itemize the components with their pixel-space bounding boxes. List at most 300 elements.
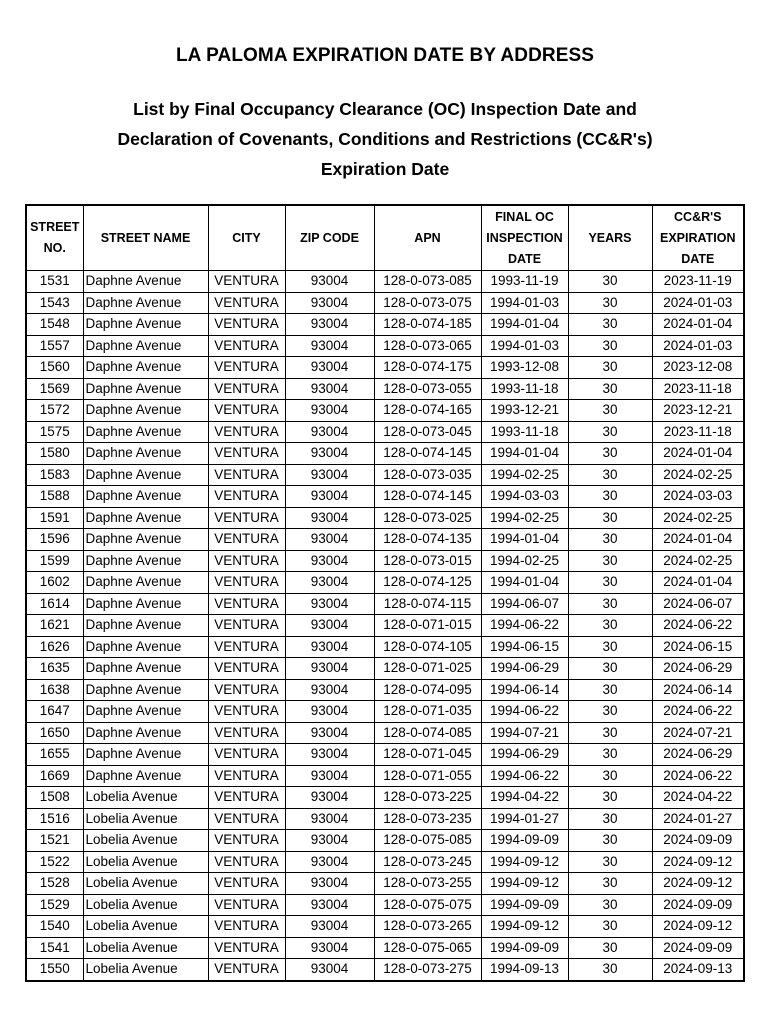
zip-code-cell: 93004 (285, 550, 374, 572)
apn-cell: 128-0-074-085 (374, 722, 481, 744)
expiration-date-cell: 2024-02-25 (652, 464, 744, 486)
zip-code-cell: 93004 (285, 464, 374, 486)
city-cell: VENTURA (208, 378, 285, 400)
street-name-cell: Lobelia Avenue (83, 873, 208, 895)
table-row (26, 314, 744, 336)
oc-date-cell: 1993-11-18 (481, 421, 568, 443)
street-name-cell: Daphne Avenue (83, 486, 208, 508)
zip-code-cell: 93004 (285, 873, 374, 895)
city-cell: VENTURA (208, 357, 285, 379)
expiration-date-cell: 2024-09-13 (652, 959, 744, 981)
street-no-cell: 1572 (26, 400, 83, 422)
street-name-cell: Lobelia Avenue (83, 830, 208, 852)
oc-date-cell: 1994-01-04 (481, 314, 568, 336)
street-no-cell: 1583 (26, 464, 83, 486)
apn-cell: 128-0-073-085 (374, 271, 481, 293)
street-no-cell: 1650 (26, 722, 83, 744)
zip-code-cell: 93004 (285, 421, 374, 443)
oc-date-cell: 1994-09-12 (481, 873, 568, 895)
street-no-cell: 1614 (26, 593, 83, 615)
zip-code-cell: 93004 (285, 679, 374, 701)
street-name-cell: Daphne Avenue (83, 421, 208, 443)
expiration-date-cell: 2024-06-29 (652, 658, 744, 680)
apn-cell: 128-0-075-065 (374, 937, 481, 959)
zip-code-cell: 93004 (285, 787, 374, 809)
table-row (26, 421, 744, 443)
oc-date-cell: 1994-01-04 (481, 572, 568, 594)
zip-code-cell: 93004 (285, 292, 374, 314)
apn-cell: 128-0-074-125 (374, 572, 481, 594)
years-cell: 30 (568, 937, 652, 959)
apn-cell: 128-0-074-135 (374, 529, 481, 551)
years-cell: 30 (568, 292, 652, 314)
apn-cell: 128-0-071-055 (374, 765, 481, 787)
street-no-cell: 1655 (26, 744, 83, 766)
oc-date-cell: 1994-03-03 (481, 486, 568, 508)
years-cell: 30 (568, 421, 652, 443)
expiration-date-cell: 2024-01-03 (652, 335, 744, 357)
zip-code-cell: 93004 (285, 335, 374, 357)
street-name-cell: Daphne Avenue (83, 636, 208, 658)
street-name-cell: Lobelia Avenue (83, 894, 208, 916)
street-no-cell: 1599 (26, 550, 83, 572)
header-apn (374, 205, 481, 271)
years-cell: 30 (568, 851, 652, 873)
zip-code-cell: 93004 (285, 658, 374, 680)
city-cell: VENTURA (208, 271, 285, 293)
years-cell: 30 (568, 271, 652, 293)
table-row (26, 636, 744, 658)
page-subtitle (60, 94, 710, 184)
apn-cell: 128-0-071-025 (374, 658, 481, 680)
zip-code-cell: 93004 (285, 357, 374, 379)
apn-cell: 128-0-073-255 (374, 873, 481, 895)
header-street-name (83, 205, 208, 271)
apn-cell: 128-0-071-015 (374, 615, 481, 637)
street-name-cell: Daphne Avenue (83, 679, 208, 701)
apn-cell: 128-0-073-275 (374, 959, 481, 981)
years-cell: 30 (568, 830, 652, 852)
table-row (26, 335, 744, 357)
years-cell: 30 (568, 593, 652, 615)
table-row (26, 722, 744, 744)
street-no-cell: 1621 (26, 615, 83, 637)
zip-code-cell: 93004 (285, 636, 374, 658)
table-row (26, 937, 744, 959)
city-cell: VENTURA (208, 486, 285, 508)
expiration-date-cell: 2024-09-12 (652, 873, 744, 895)
oc-date-cell: 1994-04-22 (481, 787, 568, 809)
years-cell: 30 (568, 464, 652, 486)
table-row (26, 830, 744, 852)
street-no-cell: 1635 (26, 658, 83, 680)
expiration-date-cell: 2024-09-09 (652, 937, 744, 959)
street-no-cell: 1588 (26, 486, 83, 508)
oc-date-cell: 1993-11-19 (481, 271, 568, 293)
street-no-cell: 1531 (26, 271, 83, 293)
zip-code-cell: 93004 (285, 443, 374, 465)
years-cell: 30 (568, 636, 652, 658)
apn-cell: 128-0-073-045 (374, 421, 481, 443)
header-line: ZIP CODE (300, 230, 359, 245)
city-cell: VENTURA (208, 722, 285, 744)
apn-cell: 128-0-074-115 (374, 593, 481, 615)
oc-date-cell: 1994-06-29 (481, 744, 568, 766)
years-cell: 30 (568, 400, 652, 422)
years-cell: 30 (568, 765, 652, 787)
city-cell: VENTURA (208, 314, 285, 336)
zip-code-cell: 93004 (285, 894, 374, 916)
years-cell: 30 (568, 894, 652, 916)
street-name-cell: Daphne Avenue (83, 529, 208, 551)
city-cell: VENTURA (208, 400, 285, 422)
table-row (26, 916, 744, 938)
street-name-cell: Daphne Avenue (83, 593, 208, 615)
header-line: APN (414, 230, 441, 245)
oc-date-cell: 1993-11-18 (481, 378, 568, 400)
city-cell: VENTURA (208, 744, 285, 766)
table-row (26, 486, 744, 508)
header-line: DATE (681, 251, 715, 266)
header-street-no (26, 205, 83, 271)
city-cell: VENTURA (208, 873, 285, 895)
expiration-date-cell: 2024-09-12 (652, 916, 744, 938)
city-cell: VENTURA (208, 443, 285, 465)
table-row (26, 765, 744, 787)
zip-code-cell: 93004 (285, 744, 374, 766)
table-row (26, 873, 744, 895)
table-row (26, 744, 744, 766)
expiration-date-cell: 2024-01-04 (652, 314, 744, 336)
oc-date-cell: 1994-01-04 (481, 443, 568, 465)
street-name-cell: Daphne Avenue (83, 507, 208, 529)
years-cell: 30 (568, 486, 652, 508)
street-no-cell: 1529 (26, 894, 83, 916)
zip-code-cell: 93004 (285, 916, 374, 938)
expiration-date-cell: 2024-07-21 (652, 722, 744, 744)
oc-date-cell: 1994-01-03 (481, 335, 568, 357)
expiration-date-cell: 2024-01-04 (652, 443, 744, 465)
years-cell: 30 (568, 378, 652, 400)
table-row (26, 507, 744, 529)
oc-date-cell: 1994-01-04 (481, 529, 568, 551)
table-row (26, 572, 744, 594)
page-title: LA PALOMA EXPIRATION DATE BY ADDRESS (175, 45, 595, 66)
apn-cell: 128-0-073-055 (374, 378, 481, 400)
header-line: CITY (232, 230, 261, 245)
city-cell: VENTURA (208, 701, 285, 723)
street-name-cell: Daphne Avenue (83, 292, 208, 314)
apn-cell: 128-0-073-065 (374, 335, 481, 357)
street-no-cell: 1543 (26, 292, 83, 314)
city-cell: VENTURA (208, 615, 285, 637)
zip-code-cell: 93004 (285, 507, 374, 529)
years-cell: 30 (568, 658, 652, 680)
apn-cell: 128-0-074-145 (374, 443, 481, 465)
expiration-date-cell: 2023-11-18 (652, 378, 744, 400)
street-no-cell: 1575 (26, 421, 83, 443)
apn-cell: 128-0-073-025 (374, 507, 481, 529)
city-cell: VENTURA (208, 593, 285, 615)
expiration-date-cell: 2024-06-22 (652, 615, 744, 637)
zip-code-cell: 93004 (285, 486, 374, 508)
street-no-cell: 1516 (26, 808, 83, 830)
years-cell: 30 (568, 916, 652, 938)
years-cell: 30 (568, 314, 652, 336)
city-cell: VENTURA (208, 894, 285, 916)
street-no-cell: 1521 (26, 830, 83, 852)
header-expiration-date (652, 205, 744, 271)
street-name-cell: Daphne Avenue (83, 722, 208, 744)
years-cell: 30 (568, 443, 652, 465)
street-no-cell: 1560 (26, 357, 83, 379)
table-row (26, 292, 744, 314)
oc-date-cell: 1994-09-13 (481, 959, 568, 981)
header-city (208, 205, 285, 271)
street-name-cell: Lobelia Avenue (83, 916, 208, 938)
oc-date-cell: 1993-12-08 (481, 357, 568, 379)
apn-cell: 128-0-074-145 (374, 486, 481, 508)
street-name-cell: Daphne Avenue (83, 572, 208, 594)
table-row (26, 400, 744, 422)
expiration-date-cell: 2024-04-22 (652, 787, 744, 809)
oc-date-cell: 1994-06-15 (481, 636, 568, 658)
table-row (26, 357, 744, 379)
city-cell: VENTURA (208, 636, 285, 658)
street-no-cell: 1548 (26, 314, 83, 336)
header-line: STREET (30, 220, 80, 234)
apn-cell: 128-0-071-045 (374, 744, 481, 766)
street-no-cell: 1508 (26, 787, 83, 809)
apn-cell: 128-0-073-075 (374, 292, 481, 314)
table-row (26, 529, 744, 551)
street-no-cell: 1541 (26, 937, 83, 959)
city-cell: VENTURA (208, 808, 285, 830)
oc-date-cell: 1994-09-09 (481, 937, 568, 959)
zip-code-cell: 93004 (285, 830, 374, 852)
expiration-table (25, 204, 745, 982)
subtitle-line: Expiration Date (320, 159, 450, 179)
years-cell: 30 (568, 357, 652, 379)
table-row (26, 851, 744, 873)
table-row (26, 464, 744, 486)
table-header-row (26, 205, 744, 271)
city-cell: VENTURA (208, 507, 285, 529)
street-no-cell: 1626 (26, 636, 83, 658)
oc-date-cell: 1994-02-25 (481, 507, 568, 529)
street-name-cell: Lobelia Avenue (83, 851, 208, 873)
years-cell: 30 (568, 701, 652, 723)
oc-date-cell: 1994-06-14 (481, 679, 568, 701)
oc-date-cell: 1994-06-22 (481, 615, 568, 637)
apn-cell: 128-0-073-235 (374, 808, 481, 830)
apn-cell: 128-0-074-105 (374, 636, 481, 658)
oc-date-cell: 1994-07-21 (481, 722, 568, 744)
street-name-cell: Daphne Avenue (83, 357, 208, 379)
years-cell: 30 (568, 722, 652, 744)
street-name-cell: Daphne Avenue (83, 658, 208, 680)
table-row (26, 679, 744, 701)
years-cell: 30 (568, 744, 652, 766)
city-cell: VENTURA (208, 765, 285, 787)
oc-date-cell: 1994-09-12 (481, 916, 568, 938)
apn-cell: 128-0-074-165 (374, 400, 481, 422)
oc-date-cell: 1994-06-22 (481, 701, 568, 723)
city-cell: VENTURA (208, 550, 285, 572)
city-cell: VENTURA (208, 292, 285, 314)
city-cell: VENTURA (208, 830, 285, 852)
expiration-date-cell: 2024-01-03 (652, 292, 744, 314)
expiration-date-cell: 2023-11-18 (652, 421, 744, 443)
table-row (26, 443, 744, 465)
table-row (26, 271, 744, 293)
expiration-date-cell: 2024-03-03 (652, 486, 744, 508)
city-cell: VENTURA (208, 937, 285, 959)
apn-cell: 128-0-073-015 (374, 550, 481, 572)
street-name-cell: Daphne Avenue (83, 615, 208, 637)
zip-code-cell: 93004 (285, 314, 374, 336)
table-row (26, 787, 744, 809)
street-no-cell: 1638 (26, 679, 83, 701)
street-no-cell: 1569 (26, 378, 83, 400)
years-cell: 30 (568, 550, 652, 572)
apn-cell: 128-0-074-185 (374, 314, 481, 336)
street-name-cell: Lobelia Avenue (83, 937, 208, 959)
street-no-cell: 1528 (26, 873, 83, 895)
years-cell: 30 (568, 507, 652, 529)
zip-code-cell: 93004 (285, 937, 374, 959)
years-cell: 30 (568, 615, 652, 637)
expiration-date-cell: 2024-02-25 (652, 550, 744, 572)
years-cell: 30 (568, 873, 652, 895)
city-cell: VENTURA (208, 529, 285, 551)
street-name-cell: Daphne Avenue (83, 443, 208, 465)
apn-cell: 128-0-073-265 (374, 916, 481, 938)
zip-code-cell: 93004 (285, 593, 374, 615)
expiration-date-cell: 2024-01-04 (652, 572, 744, 594)
apn-cell: 128-0-075-085 (374, 830, 481, 852)
street-name-cell: Daphne Avenue (83, 765, 208, 787)
city-cell: VENTURA (208, 959, 285, 981)
city-cell: VENTURA (208, 851, 285, 873)
street-name-cell: Lobelia Avenue (83, 959, 208, 981)
street-no-cell: 1602 (26, 572, 83, 594)
city-cell: VENTURA (208, 658, 285, 680)
header-line: EXPIRATION (660, 230, 736, 245)
city-cell: VENTURA (208, 572, 285, 594)
apn-cell: 128-0-074-095 (374, 679, 481, 701)
header-line: DATE (507, 251, 542, 266)
street-no-cell: 1596 (26, 529, 83, 551)
oc-date-cell: 1994-06-22 (481, 765, 568, 787)
expiration-date-cell: 2023-12-21 (652, 400, 744, 422)
street-name-cell: Daphne Avenue (83, 271, 208, 293)
header-line: CC&R'S (674, 209, 722, 224)
zip-code-cell: 93004 (285, 615, 374, 637)
apn-cell: 128-0-071-035 (374, 701, 481, 723)
years-cell: 30 (568, 572, 652, 594)
expiration-date-cell: 2024-06-14 (652, 679, 744, 701)
oc-date-cell: 1994-01-27 (481, 808, 568, 830)
oc-date-cell: 1994-09-12 (481, 851, 568, 873)
street-no-cell: 1580 (26, 443, 83, 465)
expiration-date-cell: 2023-11-19 (652, 271, 744, 293)
table-row (26, 894, 744, 916)
street-no-cell: 1540 (26, 916, 83, 938)
apn-cell: 128-0-073-245 (374, 851, 481, 873)
apn-cell: 128-0-073-035 (374, 464, 481, 486)
years-cell: 30 (568, 335, 652, 357)
subtitle-line: List by Final Occupancy Clearance (OC) Inspection Date and (133, 99, 637, 119)
table-row (26, 550, 744, 572)
expiration-date-cell: 2024-06-22 (652, 701, 744, 723)
header-line: NO. (43, 241, 66, 255)
street-no-cell: 1522 (26, 851, 83, 873)
street-no-cell: 1591 (26, 507, 83, 529)
city-cell: VENTURA (208, 916, 285, 938)
years-cell: 30 (568, 808, 652, 830)
street-no-cell: 1647 (26, 701, 83, 723)
zip-code-cell: 93004 (285, 271, 374, 293)
expiration-date-cell: 2024-06-15 (652, 636, 744, 658)
table-row (26, 378, 744, 400)
expiration-date-cell: 2024-09-09 (652, 894, 744, 916)
table-row (26, 959, 744, 981)
street-name-cell: Daphne Avenue (83, 378, 208, 400)
zip-code-cell: 93004 (285, 572, 374, 594)
header-oc-inspection-date (481, 205, 568, 271)
oc-date-cell: 1994-02-25 (481, 464, 568, 486)
oc-date-cell: 1993-12-21 (481, 400, 568, 422)
table-row (26, 615, 744, 637)
zip-code-cell: 93004 (285, 701, 374, 723)
table-body (26, 271, 744, 981)
street-name-cell: Daphne Avenue (83, 744, 208, 766)
header-line: FINAL OC (495, 209, 554, 224)
street-name-cell: Daphne Avenue (83, 314, 208, 336)
street-name-cell: Daphne Avenue (83, 400, 208, 422)
expiration-date-cell: 2024-02-25 (652, 507, 744, 529)
years-cell: 30 (568, 529, 652, 551)
zip-code-cell: 93004 (285, 851, 374, 873)
table-row (26, 593, 744, 615)
oc-date-cell: 1994-06-07 (481, 593, 568, 615)
oc-date-cell: 1994-01-03 (481, 292, 568, 314)
expiration-date-cell: 2024-01-27 (652, 808, 744, 830)
years-cell: 30 (568, 679, 652, 701)
city-cell: VENTURA (208, 787, 285, 809)
apn-cell: 128-0-073-225 (374, 787, 481, 809)
street-name-cell: Lobelia Avenue (83, 808, 208, 830)
expiration-date-cell: 2024-06-22 (652, 765, 744, 787)
oc-date-cell: 1994-09-09 (481, 894, 568, 916)
street-name-cell: Lobelia Avenue (83, 787, 208, 809)
city-cell: VENTURA (208, 421, 285, 443)
zip-code-cell: 93004 (285, 959, 374, 981)
expiration-date-cell: 2023-12-08 (652, 357, 744, 379)
expiration-date-cell: 2024-09-12 (652, 851, 744, 873)
oc-date-cell: 1994-06-29 (481, 658, 568, 680)
table-row (26, 808, 744, 830)
zip-code-cell: 93004 (285, 378, 374, 400)
expiration-date-cell: 2024-06-07 (652, 593, 744, 615)
zip-code-cell: 93004 (285, 529, 374, 551)
oc-date-cell: 1994-02-25 (481, 550, 568, 572)
years-cell: 30 (568, 787, 652, 809)
zip-code-cell: 93004 (285, 765, 374, 787)
header-zip-code (285, 205, 374, 271)
street-name-cell: Daphne Avenue (83, 464, 208, 486)
